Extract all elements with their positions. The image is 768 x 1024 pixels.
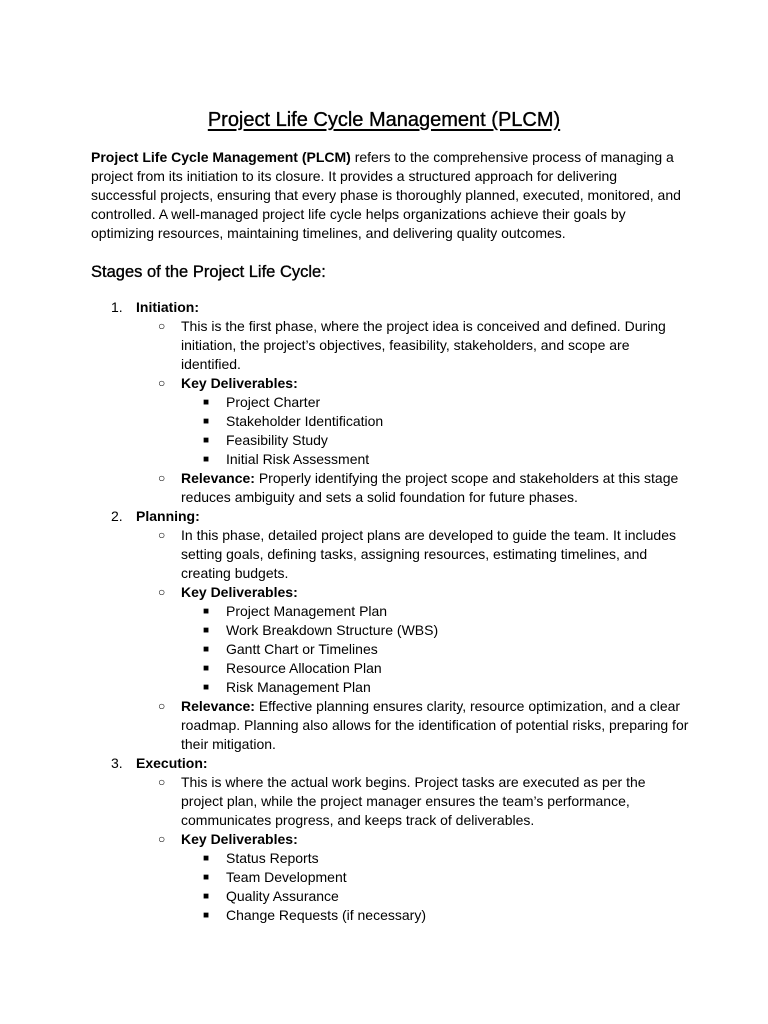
square-bullet-icon: ■ <box>203 663 210 674</box>
stage-number: 2. <box>111 508 123 524</box>
deliverable-item <box>181 868 691 887</box>
square-bullet-icon: ■ <box>203 435 210 446</box>
deliverables-list <box>181 393 691 469</box>
deliverable-item <box>181 431 691 450</box>
hollow-circle-bullet-icon: ○ <box>158 775 166 789</box>
deliverable-text: Work Breakdown Structure (WBS) <box>226 622 439 638</box>
deliverable-text: Project Management Plan <box>226 603 388 619</box>
square-bullet-icon: ■ <box>203 644 210 655</box>
deliverables-label: Key Deliverables: <box>181 584 298 600</box>
stage-description <box>136 526 691 583</box>
stage-planning <box>91 507 691 754</box>
deliverable-item <box>181 640 691 659</box>
key-deliverables <box>136 583 691 697</box>
deliverables-label: Key Deliverables: <box>181 375 298 391</box>
square-bullet-icon: ■ <box>203 606 210 617</box>
intro-lead: Project Life Cycle Management (PLCM) <box>91 149 351 165</box>
hollow-circle-bullet-icon: ○ <box>158 319 166 333</box>
relevance-text: Properly identifying the project scope and stakeholders at this stage reduces ambiguity and sets a solid foundation for future phases. <box>181 470 679 505</box>
deliverable-text: Team Development <box>226 869 347 885</box>
deliverable-text: Risk Management Plan <box>226 679 371 695</box>
deliverable-item <box>181 678 691 697</box>
deliverable-item <box>181 659 691 678</box>
deliverable-text: Stakeholder Identification <box>226 413 384 429</box>
stage-details <box>136 526 691 754</box>
deliverables-list <box>181 602 691 697</box>
deliverable-item <box>181 887 691 906</box>
stage-title: Execution: <box>136 755 208 771</box>
stage-number: 3. <box>111 755 123 771</box>
square-bullet-icon: ■ <box>203 891 210 902</box>
hollow-circle-bullet-icon: ○ <box>158 376 166 390</box>
deliverable-text: Initial Risk Assessment <box>226 451 370 467</box>
stage-details <box>136 317 691 507</box>
deliverable-text: Change Requests (if necessary) <box>226 907 426 923</box>
stage-number: 1. <box>111 299 123 315</box>
relevance-label: Relevance: <box>181 698 255 714</box>
description-text: This is where the actual work begins. Project tasks are executed as per the project plan, while the project manager ensures the team’s performance, communicates progress, and keeps track of deliverables. <box>181 774 646 828</box>
square-bullet-icon: ■ <box>203 397 210 408</box>
key-deliverables <box>136 374 691 469</box>
deliverable-item <box>181 602 691 621</box>
stage-relevance <box>136 469 691 507</box>
deliverable-item <box>181 412 691 431</box>
square-bullet-icon: ■ <box>203 872 210 883</box>
intro-body: refers to the comprehensive process of managing a project from its initiation to its closure. It provides a structured approach for delivering successful projects, ensuring that every phase is thoroughly planned, executed, monitored, and controlled. A well-managed project life cycle helps organizations achieve their goals by optimizing resources, maintaining timelines, and delivering quality outcomes. <box>91 149 681 241</box>
section-heading: Stages of the Project Life Cycle: <box>91 263 326 281</box>
square-bullet-icon: ■ <box>203 910 210 921</box>
hollow-circle-bullet-icon: ○ <box>158 471 166 485</box>
deliverables-label: Key Deliverables: <box>181 831 298 847</box>
deliverable-text: Feasibility Study <box>226 432 328 448</box>
deliverable-text: Quality Assurance <box>226 888 339 904</box>
square-bullet-icon: ■ <box>203 454 210 465</box>
deliverable-item <box>181 450 691 469</box>
stage-relevance <box>136 697 691 754</box>
deliverable-item <box>181 849 691 868</box>
document-title: Project Life Cycle Management (PLCM) <box>207 109 561 131</box>
deliverables-list <box>181 849 691 925</box>
description-text: This is the first phase, where the project idea is conceived and defined. During initiation, the project’s objectives, feasibility, stakeholders, and scope are identified. <box>181 318 666 372</box>
square-bullet-icon: ■ <box>203 853 210 864</box>
deliverable-text: Gantt Chart or Timelines <box>226 641 378 657</box>
square-bullet-icon: ■ <box>203 682 210 693</box>
deliverable-text: Status Reports <box>226 850 319 866</box>
stage-description <box>136 317 691 374</box>
deliverable-item <box>181 906 691 925</box>
deliverable-text: Resource Allocation Plan <box>226 660 382 676</box>
stage-title: Planning: <box>136 508 200 524</box>
intro-paragraph <box>91 148 681 243</box>
stage-execution <box>91 754 691 925</box>
stage-title: Initiation: <box>136 299 199 315</box>
stages-list <box>91 298 691 925</box>
relevance-label: Relevance: <box>181 470 255 486</box>
deliverable-item <box>181 621 691 640</box>
stage-details <box>136 773 691 925</box>
hollow-circle-bullet-icon: ○ <box>158 832 166 846</box>
square-bullet-icon: ■ <box>203 625 210 636</box>
description-text: In this phase, detailed project plans are developed to guide the team. It includes setting goals, defining tasks, assigning resources, estimating timelines, and creating budgets. <box>181 527 676 581</box>
hollow-circle-bullet-icon: ○ <box>158 699 166 713</box>
relevance-text: Effective planning ensures clarity, resource optimization, and a clear roadmap. Planning also allows for the identification of potential risks, preparing for their mitigation. <box>181 698 689 752</box>
stage-description <box>136 773 691 830</box>
stage-initiation <box>91 298 691 507</box>
key-deliverables <box>136 830 691 925</box>
hollow-circle-bullet-icon: ○ <box>158 528 166 542</box>
deliverable-text: Project Charter <box>226 394 321 410</box>
square-bullet-icon: ■ <box>203 416 210 427</box>
hollow-circle-bullet-icon: ○ <box>158 585 166 599</box>
deliverable-item <box>181 393 691 412</box>
